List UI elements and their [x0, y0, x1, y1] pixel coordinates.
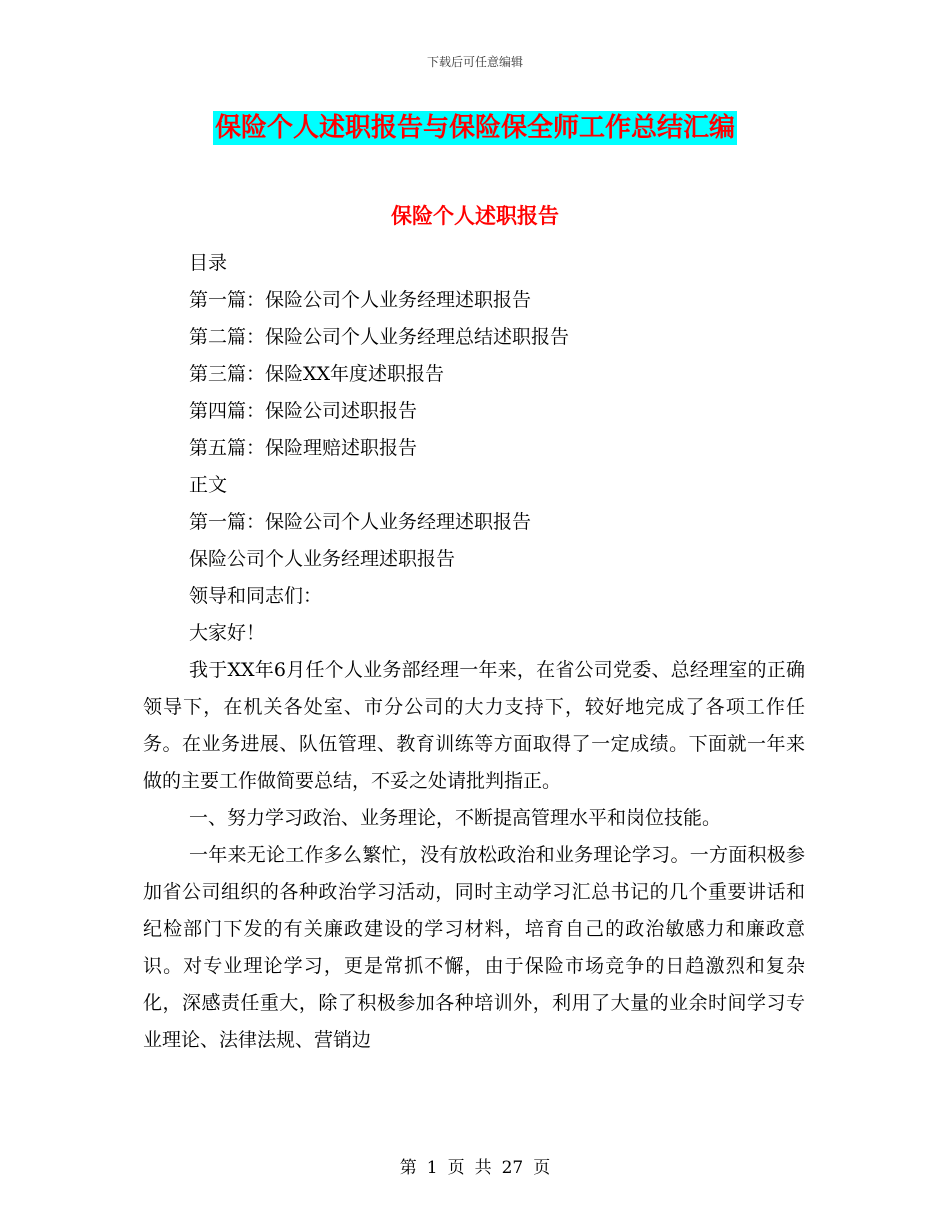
article-title: 保险公司个人业务经理述职报告 — [189, 548, 456, 570]
section-title: 保险个人述职报告 — [391, 203, 559, 228]
toc-item: 第五篇：保险理赔述职报告 — [189, 437, 418, 459]
toc-item: 第二篇：保险公司个人业务经理总结述职报告 — [189, 326, 570, 348]
page-footer — [0, 1153, 950, 1178]
paragraph: 一、努力学习政治、业务理论，不断提高管理水平和岗位技能。 — [189, 807, 722, 829]
paragraph: 我于XX年6月任个人业务部经理一年来，在省公司党委、总经理室的正确领导下，在机关各处室、市分公司的大力支持下，较好地完成了各项工作任务。在业务进展、队伍管理、教育训练等方面取得了一定成绩。下面就一年来做的主要工作做简要总结，不妥之处请批判指正。 — [143, 659, 805, 792]
paragraph: 一年来无论工作多么繁忙，没有放松政治和业务理论学习。一方面积极参加省公司组织的各种政治学习活动，同时主动学习汇总书记的几个重要讲话和纪检部门下发的有关廉政建设的学习材料，培育自己的政治敏感力和廉政意识。对专业理论学习，更是常抓不懈，由于保险市场竞争的日趋激烈和复杂化，深感责任重大，除了积极参加各种培训外，利用了大量的业余时间学习专业理论、法律法规、营销边 — [143, 844, 805, 1051]
header-note: 下载后可任意编辑 — [426, 55, 523, 69]
main-title-text: 保险个人述职报告与保险保全师工作总结汇编 — [214, 113, 735, 143]
toc-item: 第三篇：保险XX年度述职报告 — [189, 363, 445, 385]
toc-heading: 目录 — [189, 252, 228, 274]
article-heading: 第一篇：保险公司个人业务经理述职报告 — [189, 511, 532, 533]
main-title — [0, 110, 950, 146]
footer-page-number: 1 — [426, 1158, 438, 1178]
toc-item: 第四篇：保险公司述职报告 — [189, 400, 418, 422]
footer-total-unit: 页 — [533, 1158, 551, 1178]
salutation: 领导和同志们： — [189, 585, 323, 607]
footer-total-label: 共 — [474, 1158, 492, 1178]
toc-item: 第一篇：保险公司个人业务经理述职报告 — [189, 289, 532, 311]
greeting: 大家好！ — [189, 622, 266, 644]
footer-page-unit: 页 — [447, 1158, 465, 1178]
footer-page-label: 第 — [399, 1158, 417, 1178]
body-heading: 正文 — [189, 474, 228, 496]
footer-total-pages: 27 — [501, 1158, 524, 1178]
document-body — [143, 245, 805, 1059]
